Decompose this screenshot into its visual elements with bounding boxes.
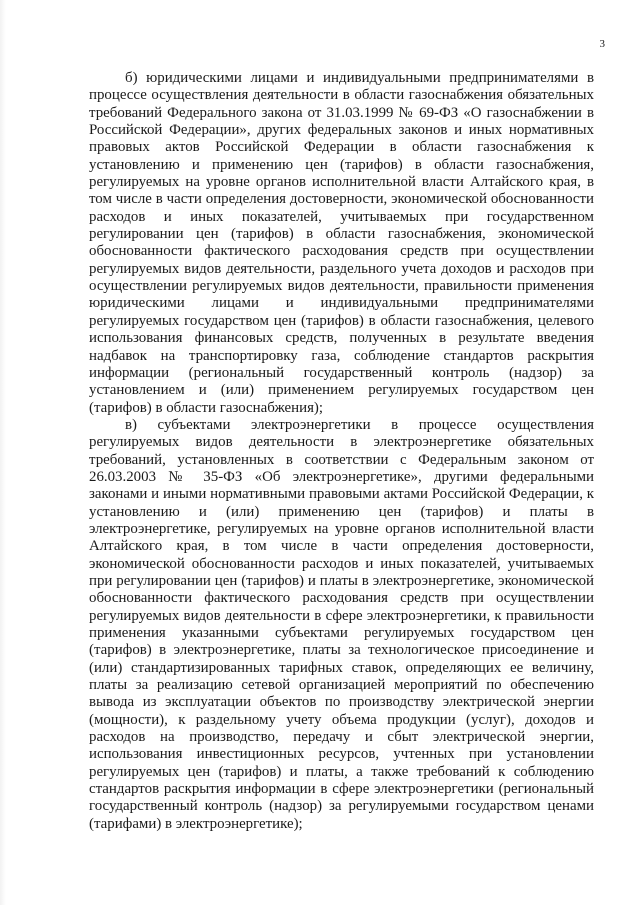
- page-number: 3: [599, 38, 605, 50]
- paragraph-v-electric-power: в) субъектами электроэнергетики в процессе осуществления регулируемых видов деятельности в электроэнергетике обязательных требований, установленных в соответствии с Федеральным законом от 26.03.2003 № 35-ФЗ «Об электроэнергетике», другими федеральными законами и иными нормативными правовыми актами Российской Федерации, к установлению и (или) применению цен (тарифов) и платы в электроэнергетике, регулируемых на уровне органов исполнительной власти Алтайского края, в том числе в части определения достоверности, экономической обоснованности расходов и иных показателей, учитываемых при регулировании цен (тарифов) и платы в электроэнергетике, экономической обоснованности фактического расходования средств при осуществлении регулируемых видов деятельности в сфере электроэнергетики, к правильности применения указанными субъектами регулируемых государством цен (тарифов) в электроэнергетике, платы за технологическое присоединение и (или) стандартизированных тарифных ставок, определяющих ее величину, платы за реализацию сетевой организацией мероприятий по обеспечению вывода из эксплуатации объектов по производству электрической энергии (мощности), к раздельному учету объема продукции (услуг), доходов и расходов на производство, передачу и сбыт электрической энергии, использования инвестиционных ресурсов, учтенных при установлении регулируемых цен (тарифов) и платы, а также требований к соблюдению стандартов раскрытия информации в сфере электроэнергетики (региональный государственный контроль (надзор) за регулируемыми государством ценами (тарифами) в электроэнергетике);: [89, 416, 594, 832]
- document-body: [89, 70, 594, 833]
- paragraph-b-gas-supply: б) юридическими лицами и индивидуальными предпринимателями в процессе осуществления деятельности в области газоснабжения обязательных требований Федерального закона от 31.03.1999 № 69-ФЗ «О газоснабжении в Российской Федерации», других федеральных законов и иных нормативных правовых актов Российской Федерации в области газоснабжения к установлению и применению цен (тарифов) в области газоснабжения, регулируемых на уровне органов исполнительной власти Алтайского края, в том числе в части определения достоверности, экономической обоснованности расходов и иных показателей, учитываемых при государственном регулировании цен (тарифов) в области газоснабжения, экономической обоснованности фактического расходования средств при осуществлении регулируемых видов деятельности, раздельного учета доходов и расходов при осуществлении регулируемых видов деятельности, правильности применения юридическими лицами и индивидуальными предпринимателями регулируемых государством цен (тарифов) в области газоснабжения, целевого использования финансовых средств, полученных в результате введения надбавок на транспортировку газа, соблюдение стандартов раскрытия информации (региональный государственный контроль (надзор) за установлением и (или) применением регулируемых государством цен (тарифов) в области газоснабжения);: [89, 70, 594, 416]
- scan-edge-shadow: [0, 0, 6, 905]
